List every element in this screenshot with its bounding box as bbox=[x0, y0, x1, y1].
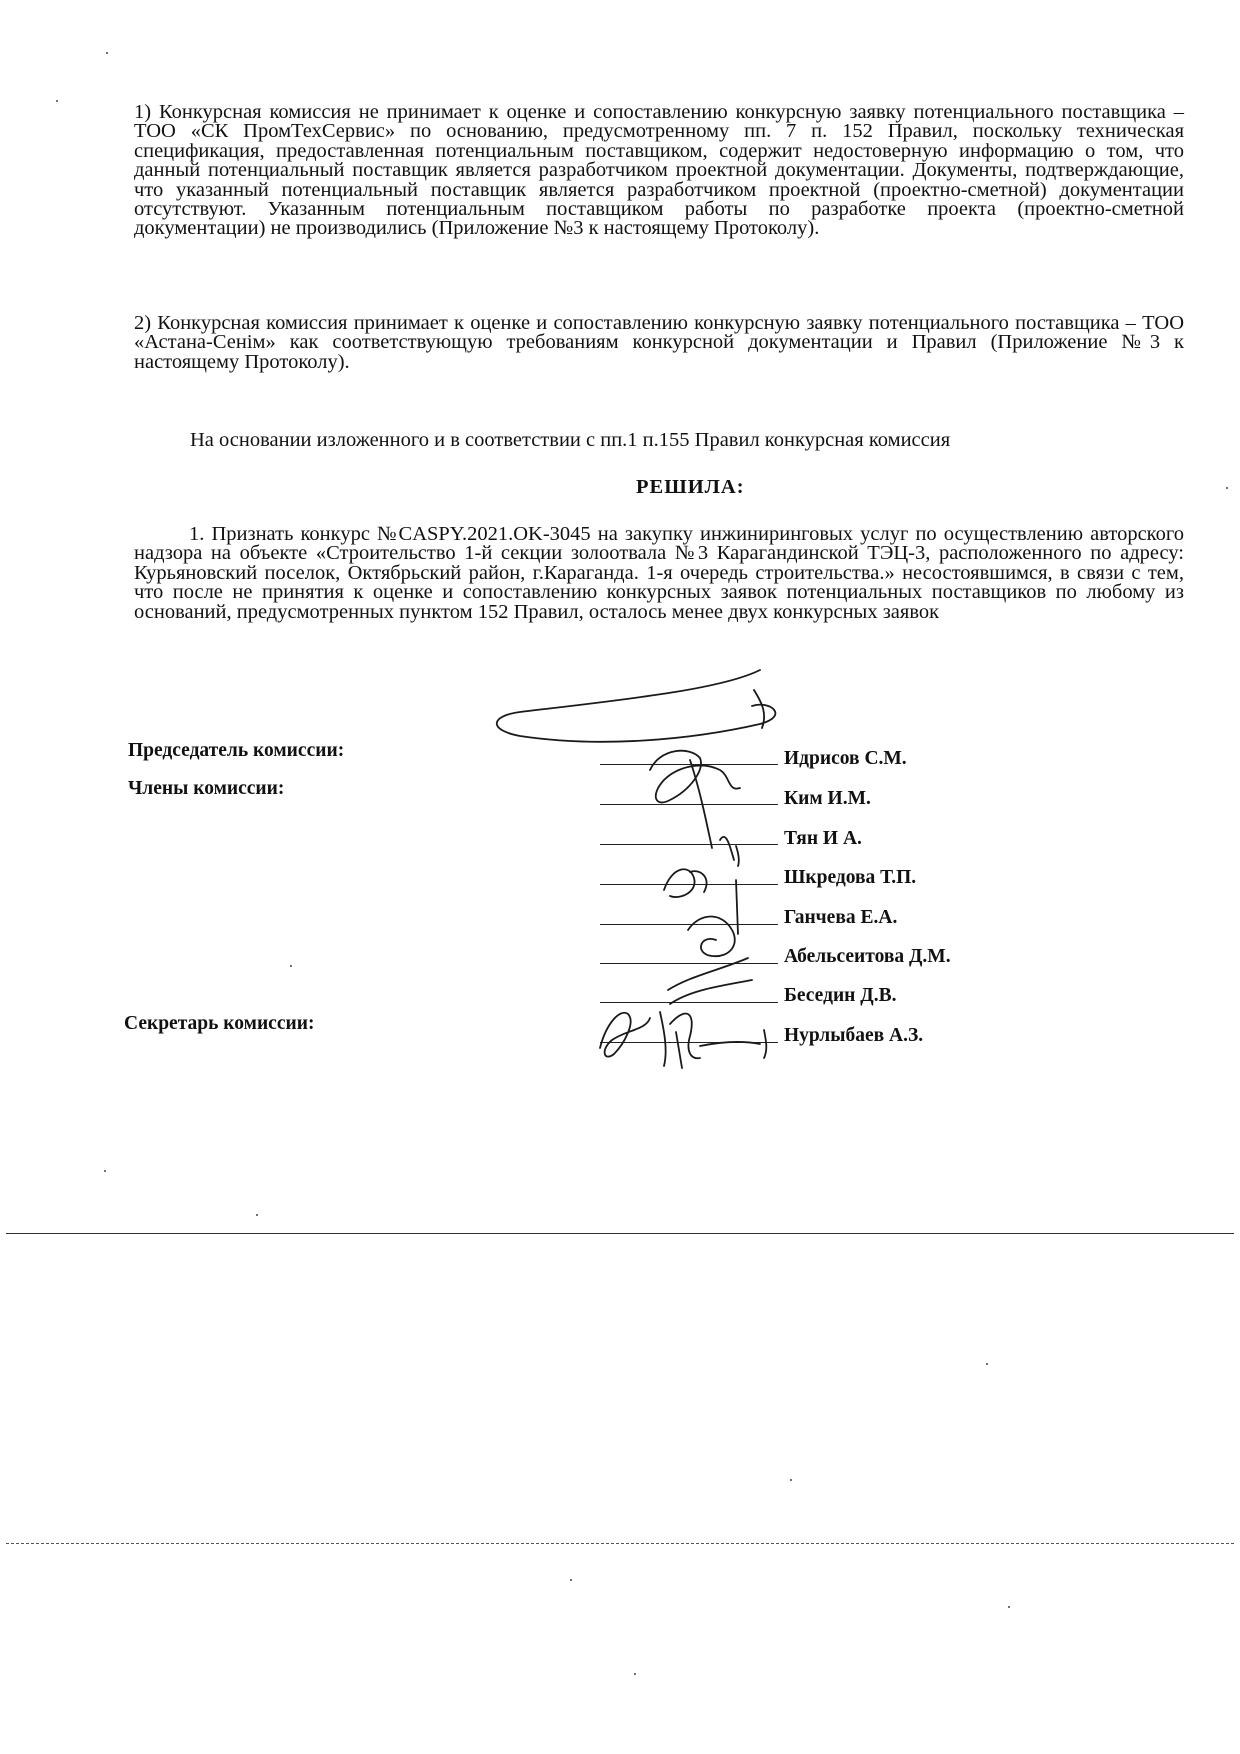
paragraph-rejection: 1) Конкурсная комиссия не принимает к оценке и сопоставлению конкурсную заявку потенциального поставщика – ТОО «СК ПромТехСервис» по основанию, предусмотренному пп. 7 п. 152 Правил, поскольку техническая спецификация, предоставленная потенциальным поставщиком, содержит недостоверную информацию о том, что данный потенциальный поставщик является разработчиком проектной документации. Документы, подтверждающие, что указанный потенциальный поставщик является разработчиком проектной (проектно-сметной) документации отсутствуют. Указанным потенциальным поставщиком работы по разработке проекта (проектно-сметной документации) не производились (Приложение №3 к настоящему Протоколу). bbox=[134, 101, 1184, 240]
scan-speck bbox=[570, 1579, 572, 1581]
separator-line bbox=[6, 1543, 1234, 1544]
signature-line bbox=[600, 844, 778, 845]
separator-line bbox=[6, 1233, 1234, 1234]
member-name: Ганчева Е.А. bbox=[784, 907, 898, 928]
paragraph-basis: На основании изложенного и в соответствии с пп.1 п.155 Правил конкурсная комиссия bbox=[190, 429, 951, 451]
members-label: Члены комиссии: bbox=[128, 778, 285, 799]
signature-stroke bbox=[700, 1030, 766, 1058]
paragraph-decision: 1. Признать конкурс №CASPY.2021.OK-3045 на закупку инжиниринговых услуг по осуществлению авторского надзора на объекте «Строительство 1-й секции золоотвала №3 Карагандинской ТЭЦ-3, расположенного по адресу: Курьяновский поселок, Октябрьский район, г.Караганда. 1-я очередь строительства.» несостоявшимся, в связи с тем, что после не принятия к оценке и сопоставлению конкурсных заявок потенциальных поставщиков по любому из оснований, предусмотренных пунктом 152 Правил, осталось менее двух конкурсных заявок bbox=[134, 523, 1184, 623]
signature-line bbox=[600, 924, 778, 925]
member-name: Беседин Д.В. bbox=[784, 985, 897, 1006]
member-name: Шкредова Т.П. bbox=[784, 867, 917, 888]
scan-speck bbox=[104, 1170, 106, 1172]
scan-speck bbox=[1008, 1606, 1010, 1608]
signature-line bbox=[600, 804, 778, 805]
signature-stroke bbox=[676, 1032, 682, 1068]
signature-line bbox=[600, 963, 778, 964]
signature-stroke bbox=[660, 1012, 700, 1066]
chair-label: Председатель комиссии: bbox=[128, 740, 345, 761]
signature-line bbox=[600, 1002, 778, 1003]
member-name: Ким И.М. bbox=[784, 788, 871, 809]
scan-speck bbox=[106, 52, 108, 54]
scan-speck bbox=[1226, 487, 1228, 489]
member-name: Тян И А. bbox=[784, 828, 862, 849]
signature-line bbox=[600, 1042, 778, 1043]
signature-line bbox=[600, 764, 778, 765]
signature-stroke bbox=[497, 670, 776, 742]
signature-line bbox=[600, 884, 778, 885]
signature-stroke bbox=[720, 837, 739, 866]
member-name: Нурлыбаев А.З. bbox=[784, 1025, 924, 1046]
scan-speck bbox=[56, 100, 58, 102]
signature-stroke bbox=[600, 1013, 650, 1057]
member-name: Абельсеитова Д.М. bbox=[784, 946, 951, 967]
decision-heading: РЕШИЛА: bbox=[636, 476, 745, 498]
scan-speck bbox=[790, 1479, 792, 1481]
signature-stroke bbox=[688, 917, 735, 957]
signature-stroke bbox=[668, 958, 752, 1004]
scan-speck bbox=[290, 965, 292, 967]
member-name: Идрисов С.М. bbox=[784, 748, 907, 769]
signature-stroke bbox=[736, 880, 738, 934]
scan-speck bbox=[986, 1363, 988, 1365]
signature-stroke bbox=[754, 690, 764, 728]
signature-stroke bbox=[650, 751, 740, 803]
scan-speck bbox=[634, 1673, 636, 1675]
scan-speck bbox=[256, 1214, 258, 1216]
paragraph-acceptance: 2) Конкурсная комиссия принимает к оценке и сопоставлению конкурсную заявку потенциального поставщика – ТОО «Астана-Сенім» как соответствующую требованиям конкурсной документации и Правил (Приложение №3 к настоящему Протоколу). bbox=[134, 312, 1184, 373]
secretary-label: Секретарь комиссии: bbox=[124, 1013, 315, 1034]
